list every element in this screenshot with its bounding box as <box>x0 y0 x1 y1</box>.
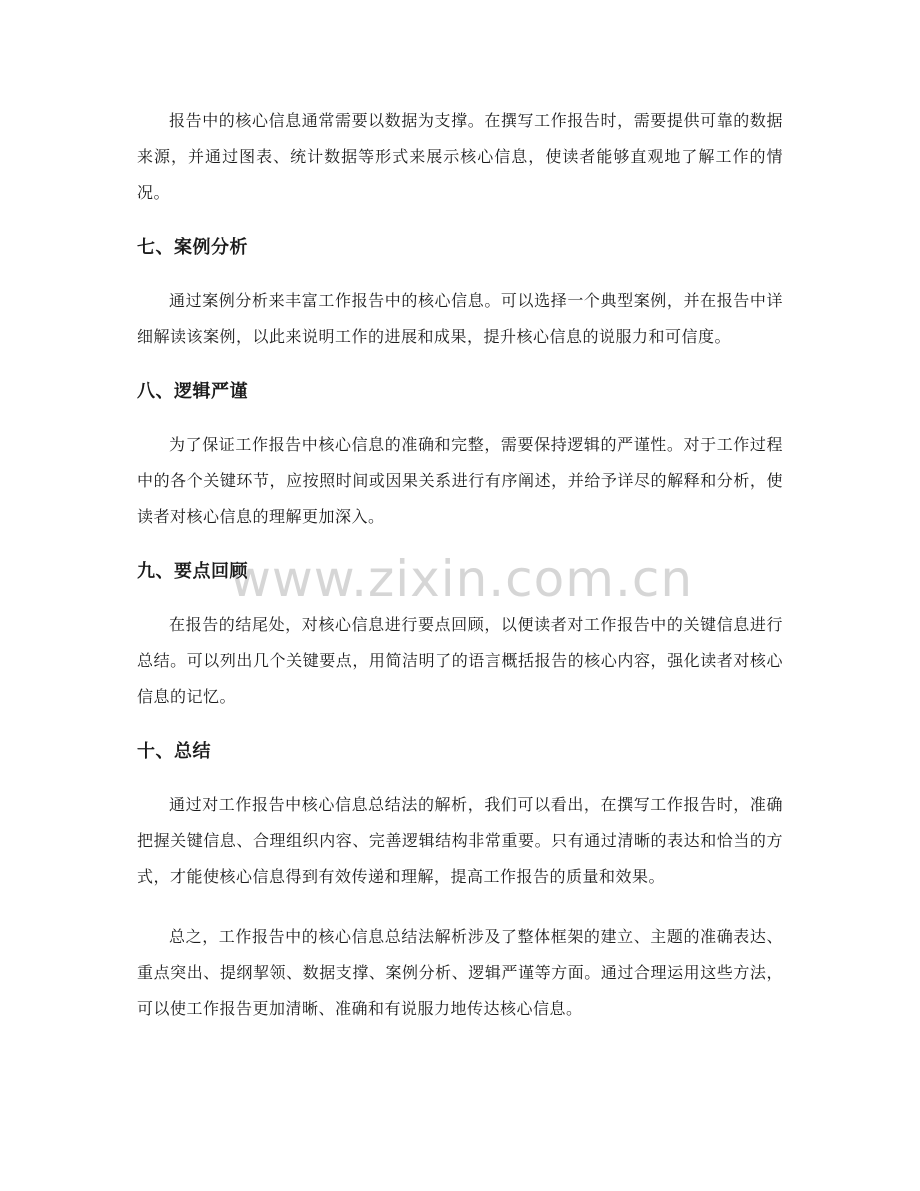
paragraph-conclusion: 总之，工作报告中的核心信息总结法解析涉及了整体框架的建立、主题的准确表达、重点突出、提纲挈领、数据支撑、案例分析、逻辑严谨等方面。通过合理运用这些方法，可以使工作报告更加清晰、准确和有说服力地传达核心信息。 <box>137 927 783 1018</box>
heading-summary: 十、总结 <box>137 741 211 762</box>
paragraph-logic: 为了保证工作报告中核心信息的准确和完整，需要保持逻辑的严谨性。对于工作过程中的各个关键环节，应按照时间或因果关系进行有序阐述，并给予详尽的解释和分析，使读者对核心信息的理解更加深入。 <box>137 435 783 526</box>
heading-case-analysis: 七、案例分析 <box>137 237 248 258</box>
document-body <box>137 103 783 1027</box>
watermark: www.zixin.com.cn <box>230 550 694 608</box>
paragraph-data-support: 报告中的核心信息通常需要以数据为支撑。在撰写工作报告时，需要提供可靠的数据来源，并通过图表、统计数据等形式来展示核心信息，使读者能够直观地了解工作的情况。 <box>137 111 783 202</box>
paragraph-key-review: 在报告的结尾处，对核心信息进行要点回顾，以便读者对工作报告中的关键信息进行总结。可以列出几个关键要点，用简洁明了的语言概括报告的核心内容，强化读者对核心信息的记忆。 <box>137 615 783 706</box>
paragraph-summary: 通过对工作报告中核心信息总结法的解析，我们可以看出，在撰写工作报告时，准确把握关键信息、合理组织内容、完善逻辑结构非常重要。只有通过清晰的表达和恰当的方式，才能使核心信息得到有效传递和理解，提高工作报告的质量和效果。 <box>137 795 783 886</box>
heading-logic: 八、逻辑严谨 <box>137 381 248 402</box>
paragraph-case-analysis: 通过案例分析来丰富工作报告中的核心信息。可以选择一个典型案例，并在报告中详细解读该案例，以此来说明工作的进展和成果，提升核心信息的说服力和可信度。 <box>137 291 783 346</box>
heading-key-review: 九、要点回顾 <box>137 561 248 582</box>
